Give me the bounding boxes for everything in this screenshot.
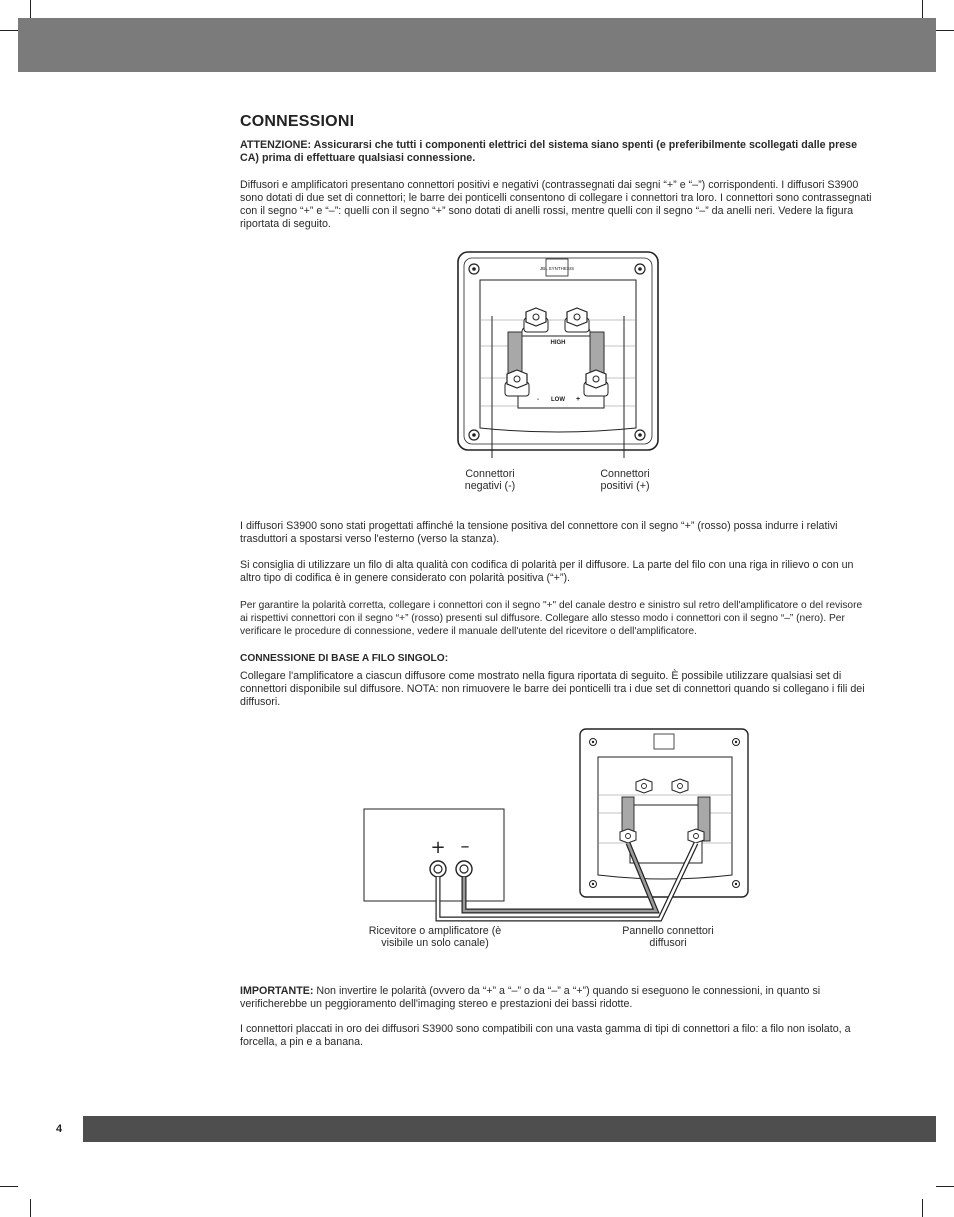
binding-post-low-negative (620, 829, 636, 843)
important-text: Non invertire le polarità (ovvero da “+” a “–” o da “–” a “+”) quando si eseguono le connessioni, in quanto si verificherebbe un peggioramento dell'imaging stereo e prestazioni dei bassi ridotte. (240, 985, 821, 1010)
amp-negative-terminal (456, 861, 472, 877)
low-plus-label: + (575, 396, 581, 403)
crop-mark (922, 1199, 923, 1217)
page-number: 4 (56, 1123, 63, 1135)
intro-paragraph: Diffusori e amplificatori presentano connettori positivi e negativi (contrassegnati dai segni “+” e “–”) corrispondenti. I diffusori S3900 sono dotati di due set di connettori; le barre dei ponticelli consentono di collegare i connettori tra loro. I connettori sono contrassegnati con il segno “+” e “–”: quelli con il segno “+” sono dotati di anelli rossi, mentre quelli con il segno “–” da anelli neri. Vedere la figura riportata di seguito. (240, 179, 872, 230)
footer-bar (83, 1116, 936, 1142)
body-paragraph-3: Per garantire la polarità corretta, collegare i connettori con il segno "+" del canale destro e sinistro sul retro dell'amplificatore o del revisore ai rispettivi connettori con il segno “+” (rosso) presenti sul diffusore. Collegare allo stesso modo i connettori con il segno “–” (nero). Per verificare le procedure di connessione, vedere il manuale dell'utente del ricevitore o dell'amplificatore. (240, 600, 863, 637)
section-title: CONNESSIONI (240, 113, 355, 130)
body-paragraph-2: Si consiglia di utilizzare un filo di alta qualità con codifica di polarità per il diffusore. La parte del filo con una riga in rilievo o con un altro tipo di codifica è in genere considerato con polarità positiva (“+”). (240, 559, 854, 584)
amp-plus-label: + (430, 837, 446, 858)
low-label: LOW (551, 397, 565, 403)
subheading: CONNESSIONE DI BASE A FILO SINGOLO: (240, 653, 449, 664)
important-label: IMPORTANTE: (240, 985, 314, 997)
wiring-diagram-figure (360, 725, 755, 925)
caption-positive-connectors: Connettori positivi (+) (600, 468, 650, 492)
crop-mark (30, 1199, 31, 1217)
crop-mark (936, 1186, 954, 1187)
binding-post-low-negative (505, 370, 529, 396)
important-paragraph (240, 985, 872, 1011)
caption-negative-connectors: Connettori negativi (-) (464, 468, 516, 492)
body-paragraph-1: I diffusori S3900 sono stati progettati affinché la tensione positiva del connettore con il segno “+” (rosso) possa indurre i relativi trasduttori a spostarsi verso l'esterno (verso la stanza). (240, 520, 838, 545)
caption-receiver: Ricevitore o amplificatore (è visibile un solo canale) (368, 925, 502, 949)
crop-mark (922, 0, 923, 18)
binding-post-high-positive (672, 779, 688, 793)
connector-panel-figure (440, 248, 680, 458)
jbl-logo (654, 734, 674, 749)
warning-paragraph: ATTENZIONE: Assicurarsi che tutti i componenti elettrici del sistema siano spenti (e preferibilmente scollegati dalle prese CA) prima di effettuare qualsiasi connessione. (240, 139, 858, 164)
crop-mark (936, 30, 954, 31)
header-bar (18, 18, 936, 72)
binding-post-high-negative (636, 779, 652, 793)
crop-mark (0, 30, 18, 31)
crop-mark (0, 1186, 18, 1187)
binding-post-high-positive (565, 308, 589, 332)
binding-post-low-positive (584, 370, 608, 396)
closing-paragraph: I connettori placcati in oro dei diffusori S3900 sono compatibili con una vasta gamma di tipi di connettori a filo: a filo non isolato, a forcella, a pin e a banana. (240, 1023, 851, 1048)
high-label: HIGH (550, 340, 566, 346)
amp-positive-terminal (430, 861, 446, 877)
jbl-logo-text: JBL SYNTHESIS (539, 266, 575, 271)
binding-post-high-negative (524, 308, 548, 332)
binding-post-low-positive (688, 829, 704, 843)
caption-speaker-panel: Pannello connettori diffusori (622, 925, 714, 949)
speaker-panel (580, 729, 748, 897)
crop-mark (30, 0, 31, 18)
amp-minus-label: – (460, 836, 470, 857)
body-paragraph-4: Collegare l'amplificatore a ciascun diffusore come mostrato nella figura riportata di seguito. È possibile utilizzare qualsiasi set di connettori disponibile sul diffusore. NOTA: non rimuovere le barre dei ponticelli tra i due set di connettori quando si collegano i fili dei diffusori. (240, 670, 865, 708)
low-minus-label: - (537, 397, 539, 403)
